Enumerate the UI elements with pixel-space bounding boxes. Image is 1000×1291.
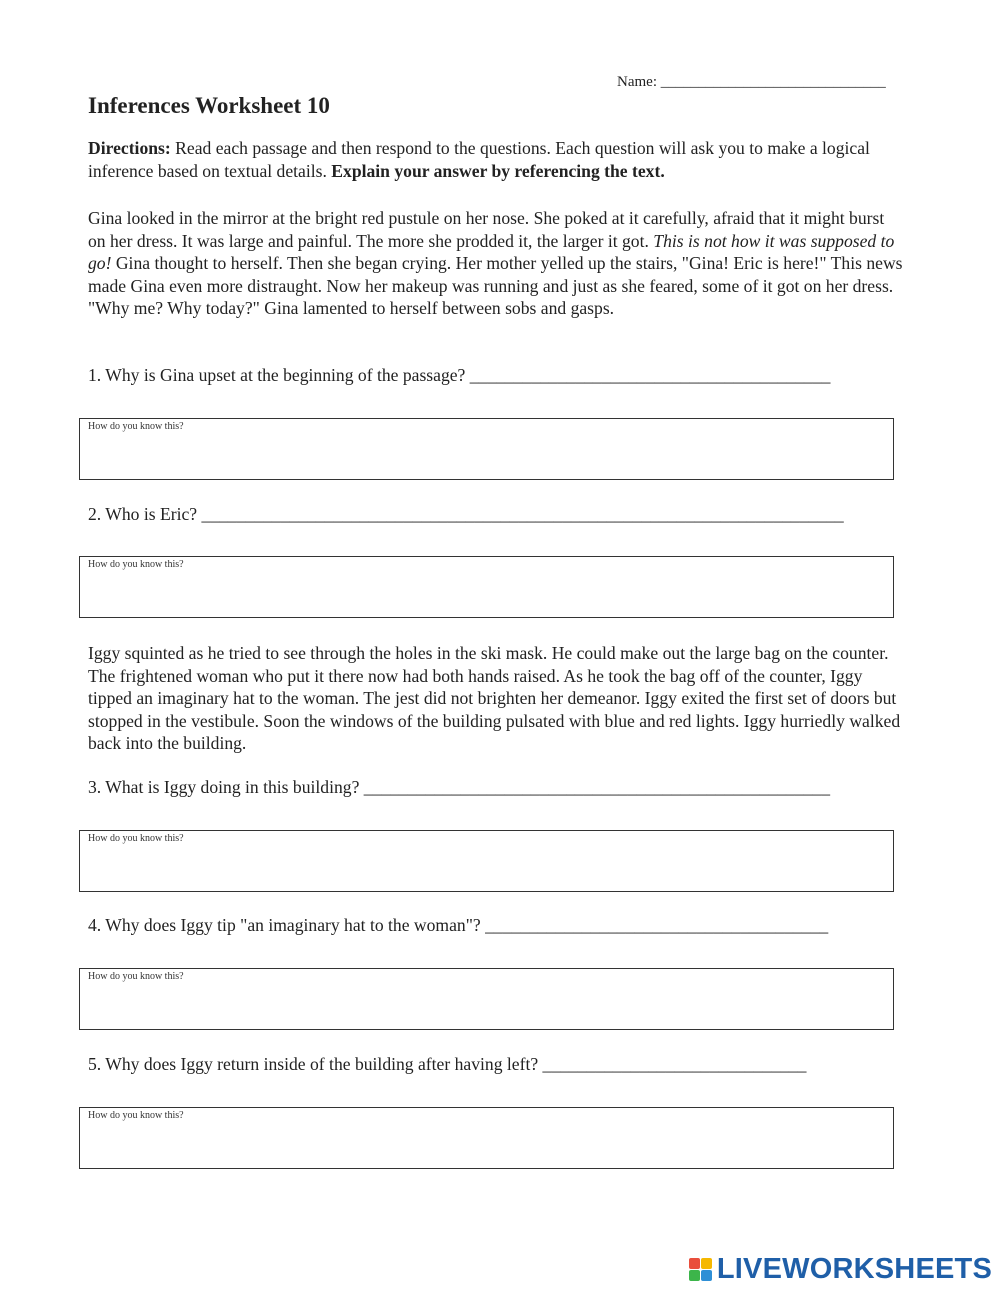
- directions-label: Directions:: [88, 138, 171, 158]
- answer-box-label: How do you know this?: [88, 421, 184, 432]
- passage-gina-italic: This is not how it was supposed to go!: [88, 230, 895, 274]
- logo-blocks-icon: [689, 1258, 712, 1281]
- question-3[interactable]: 3. What is Iggy doing in this building? _____________________________________________________: [88, 777, 831, 797]
- passage-gina-part2: Gina thought to herself. Then she began crying. Her mother yelled up the stairs, "Gina! Eric is here!" This news made Gina even more distraught. Now her makeup was running and just as she feared, some of it got on her dress. "Why me? Why today?" Gina lamented to herself between sobs and gasps.: [88, 253, 903, 319]
- passage-gina-part1: Gina looked in the mirror at the bright red pustule on her nose. She poked at it carefully, afraid that it might burst on her dress. It was large and painful. The more she prodded it, the larger it got.: [88, 208, 885, 251]
- logo-block-blue: [701, 1270, 712, 1281]
- directions-text: Read each passage and then respond to the questions. Each question will ask you to make a logical inference based on textual details.: [88, 138, 870, 181]
- question-1[interactable]: 1. Why is Gina upset at the beginning of the passage? _________________________________________: [88, 365, 831, 385]
- answer-box-1[interactable]: [79, 418, 894, 480]
- name-field: [617, 74, 886, 91]
- question-2[interactable]: 2. Who is Eric? _________________________________________________________________________: [88, 504, 844, 524]
- logo-text: LIVEWORKSHEETS: [716, 1252, 992, 1285]
- answer-box-4[interactable]: [79, 968, 894, 1030]
- answer-box-label: How do you know this?: [88, 559, 184, 570]
- answer-box-5[interactable]: [79, 1107, 894, 1169]
- logo-block-red: [689, 1258, 700, 1269]
- question-4[interactable]: 4. Why does Iggy tip "an imaginary hat to the woman"? _______________________________________: [88, 915, 829, 935]
- question-5[interactable]: 5. Why does Iggy return inside of the building after having left? ______________________________: [88, 1054, 807, 1074]
- logo-block-green: [689, 1270, 700, 1281]
- name-label: Name:: [617, 74, 657, 90]
- answer-box-label: How do you know this?: [88, 833, 184, 844]
- answer-box-2[interactable]: [79, 556, 894, 618]
- name-blank[interactable]: ______________________________: [660, 74, 886, 90]
- directions-emphasis: Explain your answer by referencing the text.: [331, 160, 665, 181]
- answer-box-label: How do you know this?: [88, 971, 184, 982]
- passage-gina: [88, 207, 903, 320]
- answer-box-label: How do you know this?: [88, 1110, 184, 1121]
- liveworksheets-logo: [689, 1252, 992, 1286]
- passage-iggy: Iggy squinted as he tried to see through the holes in the ski mask. He could make out the large bag on the counter. The frightened woman who put it there now had both hands raised. As he took the bag off of the counter, Iggy tipped an imaginary hat to the woman. The jest did not brighten her demeanor. Iggy exited the first set of doors but stopped in the vestibule. Soon the windows of the building pulsated with blue and red lights. Iggy hurriedly walked back into the building.: [88, 643, 901, 754]
- logo-block-yellow: [701, 1258, 712, 1269]
- page-title: Inferences Worksheet 10: [88, 93, 330, 118]
- answer-box-3[interactable]: [79, 830, 894, 892]
- directions: [88, 137, 903, 182]
